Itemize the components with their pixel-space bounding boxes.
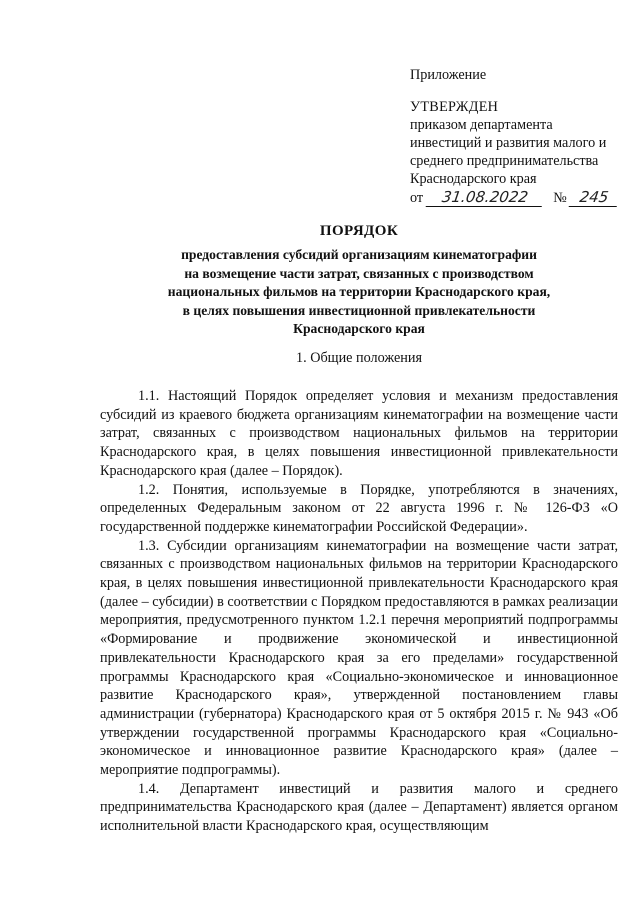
approved-label: УТВЕРЖДЕН [410,99,499,115]
order-date-line [410,188,630,207]
paragraph-1-4: 1.4. Департамент инвестиций и развития малого и среднего предпринимательства Краснодарского края (далее – Департамент) является органом исполнительной власти Краснодарского края, осуществляющим [100,780,618,835]
approval-line: среднего предпринимательства [410,153,599,169]
document-title-block [100,223,618,339]
approval-line: инвестиций и развития малого и [410,135,607,151]
approval-line: приказом департамента [410,117,553,133]
document-subtitle-line: предоставления субсидий организациям кинематографии [181,247,537,262]
document-subtitle-line: национальных фильмов на территории Краснодарского края, [167,284,551,300]
order-number-handwritten: 245 [569,188,620,207]
date-prefix: от [410,190,424,206]
paragraph-1-3: 1.3. Субсидии организациям кинематографии на возмещение части затрат, связанных с производством национальных фильмов на территории Краснодарского края, в целях повышения инвестиционной привлекательности Краснодарского края (далее – субсидии) в соответствии с Порядком предоставляются в рамках реализации мероприятия, предусмотренного пунктом 1.2.1 перечня мероприятий подпрограммы «Формирование и продвижение экономической и инвестиционной привлекательности Краснодарского края за его пределами» государственной программы Краснодарского края «Социально-экономическое и инновационное развитие Краснодарского края», утвержденной постановлением главы администрации (губернатора) Краснодарского края от 5 октября 2015 г. № 943 «Об утверждении государственной программы Краснодарского края «Социально-экономическое и инновационное развитие Краснодарского края» (далее – мероприятие подпрограммы). [100,537,618,779]
order-date-handwritten: 31.08.2022 [425,188,544,207]
document-title: ПОРЯДОК [319,223,399,239]
document-subtitle-line: Краснодарского края [293,321,425,337]
document-subtitle-line: на возмещение части затрат, связанных с производством [184,265,534,281]
annex-label: Приложение [410,67,487,83]
document-subtitle-line: в целях повышения инвестиционной привлекательности [182,302,536,318]
approval-block [410,66,630,207]
document-body [100,387,618,836]
approval-line: Краснодарского края [410,171,537,187]
section-heading: 1. Общие положения [296,350,422,366]
paragraph-1-1: 1.1. Настоящий Порядок определяет условия и механизм предоставления субсидий из краевого бюджета организациям кинематографии на возмещение части затрат, связанных с производством национальных фильмов на территории Краснодарского края, в целях повышения инвестиционной привлекательности Краснодарского края (далее – Порядок). [100,388,618,479]
number-prefix: № [553,190,567,206]
paragraph-1-2: 1.2. Понятия, используемые в Порядке, употребляются в значениях, определенных Федеральным законом от 22 августа 1996 г. № 126-ФЗ «О государственной поддержке кинематографии Российской Федерации». [100,481,618,535]
